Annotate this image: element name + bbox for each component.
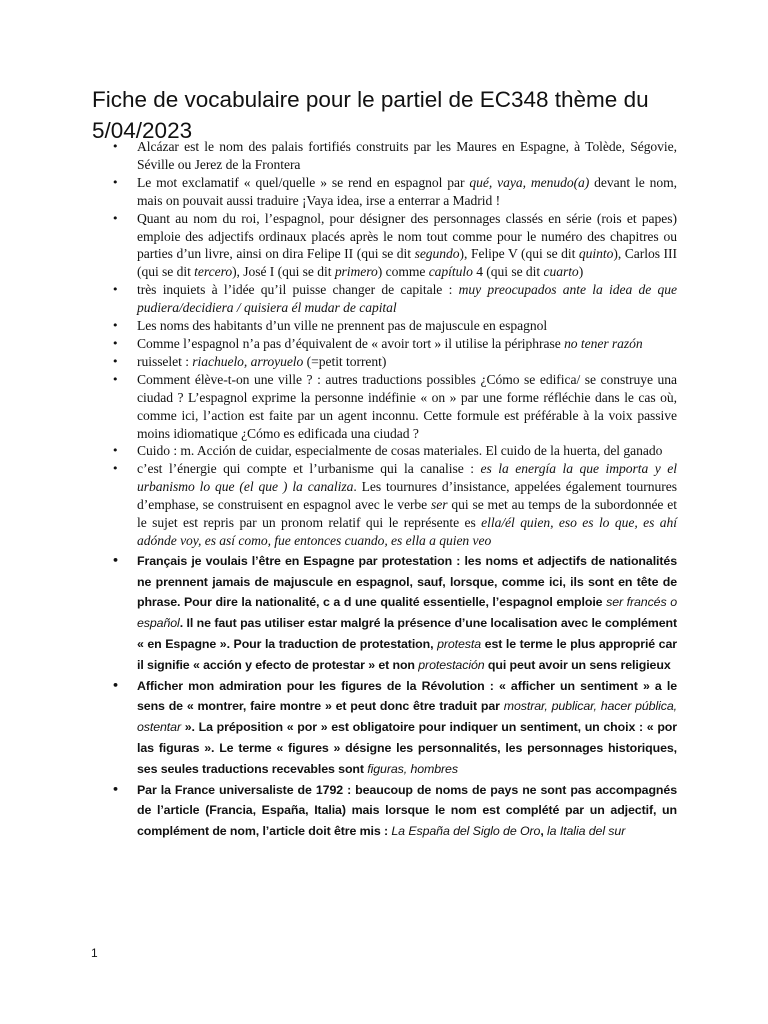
page-title: Fiche de vocabulaire pour le partiel de EC348 thème du 5/04/2023 [92,87,649,143]
list-item: • Alcázar est le nom des palais fortifiés construits par les Maures en Espagne, à Tolède, Ségovie, Séville ou Jerez de la Frontera [92,138,677,174]
list-item: • c’est l’énergie qui compte et l’urbanisme qui la canalise : es la energía la que importa y el urbanismo lo que (el que ) la canaliza. Les tournures d’insistance, appelées également tournures d’emphase, se construisent en espagnol avec le verbe ser qui se met au temps de la subordonnée et le sujet est repris par un pronom relatif qui le représente es ella/él quien, eso es lo que, es ahí adónde voy, es así como, fue entonces cuando, es ella a quien veo [92,460,677,550]
list-item: • Les noms des habitants d’un ville ne prennent pas de majuscule en espagnol [92,317,677,335]
list-item: • Par la France universaliste de 1792 : beaucoup de noms de pays ne sont pas accompagnés de l’article (Francia, España, Italia) mais lorsque le nom est complété par un adjectif, un complément de nom, l’article doit être mis : La España del Siglo de Oro, la Italia del sur [92,780,677,842]
page-number: 1 [91,946,98,960]
list-item: • Français je voulais l’être en Espagne par protestation : les noms et adjectifs de nationalités ne prennent jamais de majuscule en espagnol, sauf, lorsque, comme ici, ils sont en tête de phrase. Pour dire la nationalité, c a d une qualité essentielle, l’espagnol emploie ser francés o español. Il ne faut pas utiliser estar malgré la présence d’une localisation avec le complément « en Espagne ». Pour la traduction de protestation, protesta est le terme le plus approprié car il signifie « acción y efecto de protestar » et non protestación qui peut avoir un sens religieux [92,551,677,676]
vocab-list [92,138,677,842]
list-item: • Comment élève-t-on une ville ? : autres traductions possibles ¿Cómo se edifica/ se construye una ciudad ? L’espagnol exprime la personne indéfinie « on » par une forme réfléchie dans le cas où, comme ici, l’action est faite par un agent inconnu. Cette formule est préférable à la voix passive moins idiomatique ¿Cómo es edificada una ciudad ? [92,371,677,443]
list-item: • Quant au nom du roi, l’espagnol, pour désigner des personnages classés en série (rois et papes) emploie des adjectifs ordinaux placés après le nom tout comme pour le numéro des chapitres ou parties d’un livre, ainsi on dira Felipe II (qui se dit segundo), Felipe V (qui se dit quinto), Carlos III (qui se dit tercero), José I (qui se dit primero) comme capítulo 4 (qui se dit cuarto) [92,210,677,282]
list-item: • Comme l’espagnol n’a pas d’équivalent de « avoir tort » il utilise la périphrase no tener razón [92,335,677,353]
list-item: • Le mot exclamatif « quel/quelle » se rend en espagnol par qué, vaya, menudo(a) devant le nom, mais on pouvait aussi traduire ¡Vaya idea, irse a enterrar a Madrid ! [92,174,677,210]
list-item: • Cuido : m. Acción de cuidar, especialmente de cosas materiales. El cuido de la huerta, del ganado [92,442,677,460]
list-item: • Afficher mon admiration pour les figures de la Révolution : « afficher un sentiment » a le sens de « montrer, faire montre » et peut donc être traduit par mostrar, publicar, hacer pública, ostentar ». La préposition « por » est obligatoire pour indiquer un sentiment, un choix : « por las figuras ». Le terme « figures » désigne les personnalités, les personnages historiques, ses seules traductions recevables sont figuras, hombres [92,676,677,780]
list-item: • ruisselet : riachuelo, arroyuelo (=petit torrent) [92,353,677,371]
list-item: • très inquiets à l’idée qu’il puisse changer de capitale : muy preocupados ante la idea de que pudiera/decidiera / quisiera él mudar de capital [92,281,677,317]
